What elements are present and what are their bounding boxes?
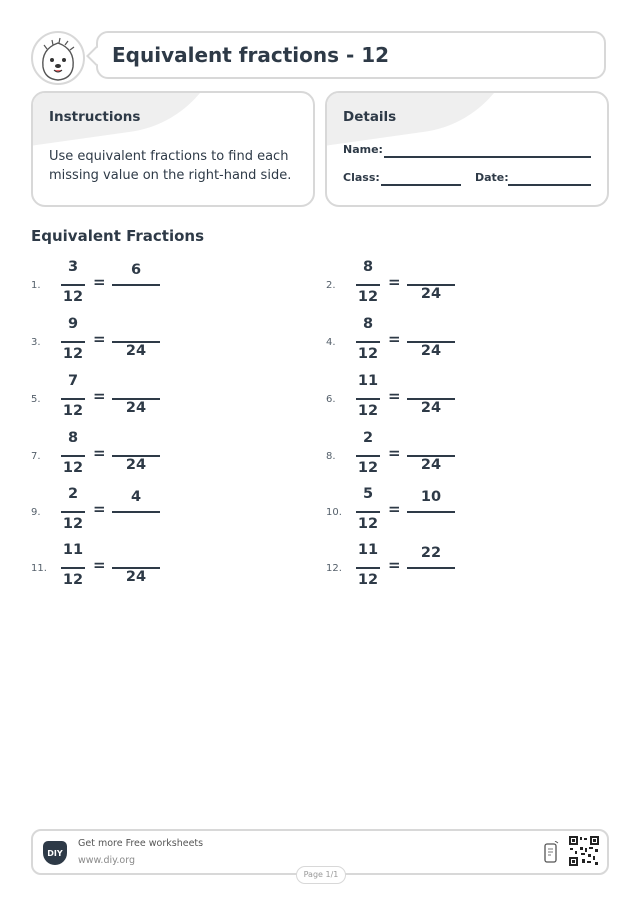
problem-number: 8. xyxy=(326,451,336,462)
equals-sign: = xyxy=(93,444,106,462)
problem-number: 2. xyxy=(326,280,336,291)
answer-denominator[interactable]: 24 xyxy=(420,457,442,473)
equals-sign: = xyxy=(388,273,401,291)
fraction-denominator: 12 xyxy=(357,289,379,305)
fraction-bar xyxy=(356,511,380,513)
fraction-denominator: 12 xyxy=(357,460,379,476)
fraction-numerator: 8 xyxy=(362,259,374,275)
section-title: Equivalent Fractions xyxy=(31,227,205,245)
problem-number: 4. xyxy=(326,337,336,348)
problem-item xyxy=(31,373,231,429)
fraction-numerator: 11 xyxy=(62,542,84,558)
problem-item xyxy=(326,373,526,429)
fraction-denominator: 12 xyxy=(357,403,379,419)
fraction-bar xyxy=(61,455,85,457)
fraction-denominator: 12 xyxy=(62,572,84,588)
fraction-numerator: 11 xyxy=(357,542,379,558)
problem-item xyxy=(31,486,231,542)
answer-denominator[interactable]: 24 xyxy=(125,457,147,473)
problem-item xyxy=(326,259,526,315)
title-box xyxy=(96,31,606,79)
fraction-bar xyxy=(356,284,380,286)
fraction-numerator: 9 xyxy=(67,316,79,332)
fraction-denominator: 12 xyxy=(62,403,84,419)
fraction-denominator: 12 xyxy=(357,572,379,588)
page-title: Equivalent fractions - 12 xyxy=(112,43,390,67)
equals-sign: = xyxy=(93,273,106,291)
fraction-denominator: 12 xyxy=(357,346,379,362)
fraction-numerator: 2 xyxy=(362,430,374,446)
fraction-denominator: 12 xyxy=(62,346,84,362)
class-label: Class: xyxy=(343,171,380,184)
equals-sign: = xyxy=(388,387,401,405)
problem-item xyxy=(31,316,231,372)
fraction-bar xyxy=(356,567,380,569)
fraction-bar xyxy=(61,398,85,400)
answer-bar xyxy=(112,284,160,286)
problem-number: 11. xyxy=(31,563,47,574)
problem-number: 3. xyxy=(31,337,41,348)
problem-item xyxy=(326,316,526,372)
fraction-numerator: 8 xyxy=(67,430,79,446)
problem-number: 6. xyxy=(326,394,336,405)
answer-numerator[interactable]: 6 xyxy=(130,262,142,278)
name-field[interactable] xyxy=(384,156,591,158)
problem-item xyxy=(31,542,231,598)
answer-numerator[interactable]: 10 xyxy=(420,489,442,505)
details-panel xyxy=(325,91,609,207)
equals-sign: = xyxy=(388,330,401,348)
problem-number: 12. xyxy=(326,563,342,574)
fraction-numerator: 3 xyxy=(67,259,79,275)
equals-sign: = xyxy=(388,444,401,462)
answer-bar xyxy=(112,511,160,513)
speech-tail xyxy=(86,46,106,66)
phone-scan-icon xyxy=(543,841,559,863)
problem-item xyxy=(31,259,231,315)
diy-logo[interactable]: DIY xyxy=(43,841,67,865)
footer-title: Get more Free worksheets xyxy=(78,838,204,849)
fraction-denominator: 12 xyxy=(62,460,84,476)
equals-sign: = xyxy=(93,387,106,405)
fraction-denominator: 12 xyxy=(357,516,379,532)
fraction-numerator: 8 xyxy=(362,316,374,332)
fraction-numerator: 5 xyxy=(362,486,374,502)
fraction-bar xyxy=(61,341,85,343)
details-heading: Details xyxy=(343,109,397,125)
answer-denominator[interactable]: 24 xyxy=(420,286,442,302)
problem-item xyxy=(31,430,231,486)
problem-number: 5. xyxy=(31,394,41,405)
mascot-avatar xyxy=(31,31,85,85)
fraction-bar xyxy=(356,455,380,457)
problem-number: 10. xyxy=(326,507,342,518)
class-field[interactable] xyxy=(381,184,461,186)
fraction-denominator: 12 xyxy=(62,516,84,532)
answer-denominator[interactable]: 24 xyxy=(420,343,442,359)
instructions-heading: Instructions xyxy=(49,109,141,125)
fraction-bar xyxy=(61,511,85,513)
answer-denominator[interactable]: 24 xyxy=(420,400,442,416)
problem-item xyxy=(326,542,526,598)
answer-denominator[interactable]: 24 xyxy=(125,343,147,359)
date-field[interactable] xyxy=(508,184,591,186)
problem-item xyxy=(326,486,526,542)
problem-number: 9. xyxy=(31,507,41,518)
answer-numerator[interactable]: 22 xyxy=(420,545,442,561)
fraction-numerator: 11 xyxy=(357,373,379,389)
page-indicator: Page 1/1 xyxy=(296,866,346,884)
fraction-bar xyxy=(356,398,380,400)
instructions-panel xyxy=(31,91,315,207)
equals-sign: = xyxy=(93,330,106,348)
footer-url[interactable]: www.diy.org xyxy=(78,855,135,866)
fraction-denominator: 12 xyxy=(62,289,84,305)
fraction-bar xyxy=(356,341,380,343)
answer-bar xyxy=(407,511,455,513)
problem-number: 1. xyxy=(31,280,41,291)
problem-number: 7. xyxy=(31,451,41,462)
qr-code-icon xyxy=(569,836,599,866)
equals-sign: = xyxy=(93,556,106,574)
equals-sign: = xyxy=(388,500,401,518)
instructions-text: Use equivalent fractions to find each missing value on the right-hand side. xyxy=(49,149,292,183)
answer-bar xyxy=(407,567,455,569)
fraction-bar xyxy=(61,567,85,569)
problem-item xyxy=(326,430,526,486)
fraction-bar xyxy=(61,284,85,286)
answer-denominator[interactable]: 24 xyxy=(125,400,147,416)
equals-sign: = xyxy=(388,556,401,574)
date-label: Date: xyxy=(475,171,509,184)
fraction-numerator: 7 xyxy=(67,373,79,389)
equals-sign: = xyxy=(93,500,106,518)
name-label: Name: xyxy=(343,143,383,156)
fraction-numerator: 2 xyxy=(67,486,79,502)
answer-denominator[interactable]: 24 xyxy=(125,569,147,585)
answer-numerator[interactable]: 4 xyxy=(130,489,142,505)
mascot-face-icon xyxy=(33,33,83,83)
